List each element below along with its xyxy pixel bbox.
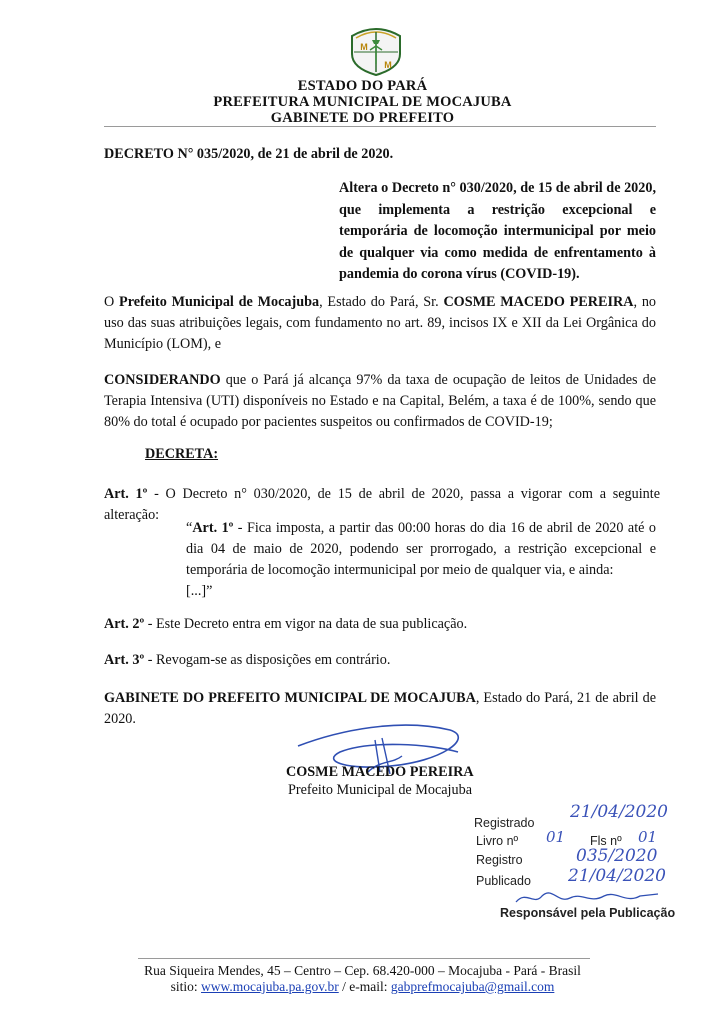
intro-paragraph xyxy=(104,292,656,355)
header-prefeitura: PREFEITURA MUNICIPAL DE MOCAJUBA xyxy=(213,94,512,110)
footer-contacts xyxy=(0,978,725,995)
header-state: ESTADO DO PARÁ xyxy=(297,78,428,94)
header-gabinete: GABINETE DO PREFEITO xyxy=(270,110,455,126)
municipal-crest xyxy=(344,24,408,76)
quote-label: Art. 1º xyxy=(192,520,234,536)
decree-summary: Altera o Decreto n° 030/2020, de 15 de abril de 2020, que implementa a restrição excepcional e temporária de locomoção intermunicipal por meio de qualquer via como medida de enfrentamento à pandemia do corona vírus (COVID-19). xyxy=(339,180,656,282)
closing-rest: , Estado do Pará, 21 de abril de 2020. xyxy=(104,690,656,727)
stamp-livro-label: Livro nº xyxy=(476,834,519,848)
footer-address: Rua Siqueira Mendes, 45 – Centro – Cep. 68.420-000 – Mocajuba - Pará - Brasil xyxy=(144,963,581,978)
registration-stamp xyxy=(472,800,702,928)
footer-email-label: / e-mail: xyxy=(338,979,391,994)
quote-ellipsis: [...]” xyxy=(186,583,213,599)
footer-site-label: sitio: xyxy=(170,979,202,994)
article-2 xyxy=(104,614,656,635)
article-1-text: - O Decreto n° 030/2020, de 15 de abril de 2020, passa a vigorar com a seguinte alteração: xyxy=(104,486,661,523)
footer-email-link[interactable]: gabprefmocajuba@gmail.com xyxy=(390,979,555,994)
intro-middle: , Estado do Pará, Sr. xyxy=(319,294,444,310)
decreta-heading: DECRETA: xyxy=(145,446,219,462)
crest-letter-left: M xyxy=(360,42,368,52)
stamp-publicado-value: 21/04/2020 xyxy=(568,866,666,886)
crest-shield-icon xyxy=(344,24,408,76)
article-3 xyxy=(104,650,656,671)
article-2-label: Art. 2º xyxy=(104,616,145,632)
stamp-responsavel-signature-icon xyxy=(512,888,662,908)
intro-prefix: O xyxy=(104,294,120,310)
stamp-responsavel-label: Responsável pela Publicação xyxy=(500,906,676,920)
considering-text: que o Pará já alcança 97% da taxa de ocupação de leitos de Unidades de Terapia Intensiva (UTI) disponíveis no Estado e na Capital, Belém, a taxa é de 100%, sendo que 80% do total é ocupado por pacientes suspeitos ou confirmados de COVID-19; xyxy=(104,372,656,430)
stamp-registrado-value: 21/04/2020 xyxy=(570,802,668,822)
quote-text: - Fica imposta, a partir das 00:00 horas do dia 16 de abril de 2020 até o dia 04 de maio de 2020, podendo ser prorrogado, a restrição excepcional e temporária de locomoção intermunicipal por meio de qualquer via, e ainda: xyxy=(186,520,656,578)
closing-bold: GABINETE DO PREFEITO MUNICIPAL DE MOCAJUBA xyxy=(104,690,476,706)
signatory-role: Prefeito Municipal de Mocajuba xyxy=(288,782,472,798)
article-3-label: Art. 3º xyxy=(104,652,145,668)
quote-open: “ xyxy=(186,520,193,536)
decree-title: DECRETO N° 035/2020, de 21 de abril de 2020. xyxy=(104,146,394,162)
stamp-registro-value: 035/2020 xyxy=(576,846,658,866)
intro-suffix: , no uso das suas atribuições legais, com fundamento no art. 89, incisos IX e XII da Lei Orgânica do Município (LOM), e xyxy=(104,294,657,352)
article-1-label: Art. 1º xyxy=(104,486,148,502)
considering-paragraph xyxy=(104,370,656,433)
footer-site-link[interactable]: www.mocajuba.pa.gov.br xyxy=(201,979,339,994)
stamp-fls-label: Fls nº xyxy=(590,834,622,848)
crest-letter-right: M xyxy=(384,60,392,70)
stamp-livro-value: 01 xyxy=(546,828,566,846)
quoted-article xyxy=(186,518,656,602)
stamp-publicado-label: Publicado xyxy=(476,874,531,888)
footer-divider xyxy=(138,958,590,959)
article-3-text: - Revogam-se as disposições em contrário. xyxy=(144,652,391,668)
considering-keyword: CONSIDERANDO xyxy=(104,372,221,388)
header-divider xyxy=(104,126,656,127)
stamp-registrado-label: Registrado xyxy=(474,816,535,830)
stamp-registro-label: Registro xyxy=(476,853,523,867)
article-2-text: - Este Decreto entra em vigor na data de sua publicação. xyxy=(144,616,468,632)
signatory-name: COSME MACEDO PEREIRA xyxy=(286,764,474,780)
intro-mayor-name: COSME MACEDO PEREIRA xyxy=(443,294,634,310)
intro-mayor-title: Prefeito Municipal de Mocajuba xyxy=(119,294,320,310)
stamp-fls-value: 01 xyxy=(638,828,658,846)
